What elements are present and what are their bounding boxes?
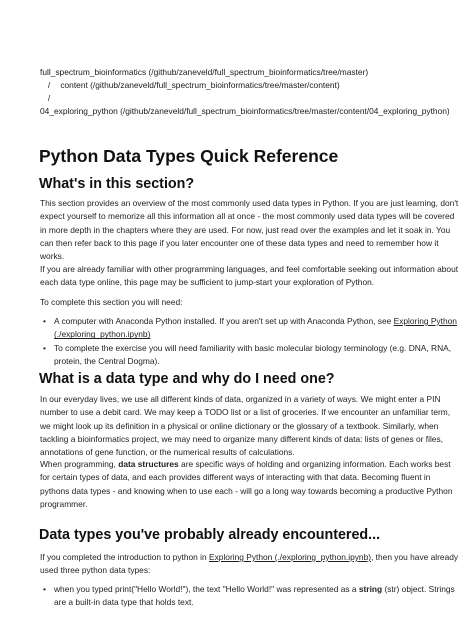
section1-paragraph-1: This section provides an overview of the most commonly used data types in Python. If you are just learning, don't expect yourself to memorize all this information all at once - the most commonly used data types will be covered in more depth in the chapters where they are used. For now, just read over the examples and let it soak in. You can then refer back to this page if you later encounter one of these data types and need to remember how it works. — [40, 198, 459, 262]
bullet-icon: • — [43, 316, 46, 326]
requirements-list — [40, 315, 460, 368]
section-heading-what-is-data-type: What is a data type and why do I need one? — [39, 371, 335, 387]
string-term: string — [358, 584, 383, 594]
bullet-icon: • — [43, 584, 46, 594]
section-heading-data-types-encountered: Data types you've probably already encountered... — [39, 527, 381, 543]
bullet-icon: • — [43, 342, 46, 353]
breadcrumb-separator: / — [47, 80, 51, 90]
breadcrumb — [40, 66, 465, 118]
list-text: when you typed print("Hello World!"), the text "Hello World!" was represented as a — [54, 584, 357, 594]
section1-paragraph-3: To complete this section you will need: — [40, 297, 183, 307]
data-structures-term: data structures — [118, 459, 179, 469]
section2-paragraph-2 — [40, 458, 460, 511]
section2-paragraph-1-text: In our everyday lives, we use all different kinds of data, organized in a variety of ways. We might enter a PIN number to use a debit card. We may keep a TODO list or a list of groceries. If we encounter an unfamiliar term, we might look up its definition in a physical or online dictionary or the glossary of a textbook. Similarly, when tackling a bioinformatics project, we may need to organize many different kinds of data: lists of genes or files, annotations of gene function, or the numerical results of calculations. — [40, 394, 451, 458]
page-title: Python Data Types Quick Reference — [39, 146, 339, 166]
paragraph-text: When programming, — [40, 459, 116, 469]
paragraph-text: If you completed the introduction to python in — [40, 552, 207, 562]
paragraph-text: , then you have already used three python data types: — [40, 552, 459, 576]
requirement-text: To complete the exercise you will need familiarity with basic molecular biology terminology (e.g. DNA, RNA, protein, the Central Dogma). — [54, 342, 452, 366]
list-item — [40, 315, 460, 342]
section2-paragraph-1 — [40, 393, 460, 459]
list-text: (str) object. Strings are a built-in data type that holds text. — [54, 584, 455, 608]
list-item — [40, 342, 460, 369]
list-item — [40, 583, 460, 610]
data-types-list — [40, 583, 460, 610]
breadcrumb-line-1 — [40, 66, 465, 79]
breadcrumb-line-3 — [40, 92, 465, 105]
requirement-text: A computer with Anaconda Python installed. If you aren't set up with Anaconda Python, see — [54, 316, 392, 326]
section3-paragraph-1 — [40, 551, 460, 578]
breadcrumb-link-content[interactable]: content (/github/zaneveld/full_spectrum_bioinformatics/tree/master/content) — [60, 80, 340, 90]
exploring-python-link[interactable]: Exploring Python (./exploring_python.ipynb) — [54, 316, 457, 340]
exploring-python-link[interactable]: Exploring Python (./exploring_python.ipynb) — [209, 552, 372, 562]
breadcrumb-separator: / — [47, 93, 51, 103]
section1-paragraph-2: If you are already familiar with other programming languages, and feel comfortable seeking out information about each data type online, this page may be sufficient to jump-start your exploration of Python. — [40, 264, 459, 288]
section-heading-whats-in-section: What's in this section? — [39, 176, 195, 192]
paragraph-text: are specific ways of holding and organizing information. Each works best for certain types of data, and each provides different ways of interacting with that data. Becoming fluent in pythons data types - and knowing when to use each - will go a long way towards becoming a productive Python programmer. — [40, 459, 453, 509]
breadcrumb-link-folder[interactable]: 04_exploring_python (/github/zaneveld/full_spectrum_bioinformatics/tree/master/content/04_exploring_python) — [40, 106, 450, 116]
breadcrumb-line-2 — [40, 79, 465, 92]
breadcrumb-line-4 — [40, 105, 465, 118]
breadcrumb-link-repo[interactable]: full_spectrum_bioinformatics (/github/zaneveld/full_spectrum_bioinformatics/tree/master) — [40, 67, 369, 77]
